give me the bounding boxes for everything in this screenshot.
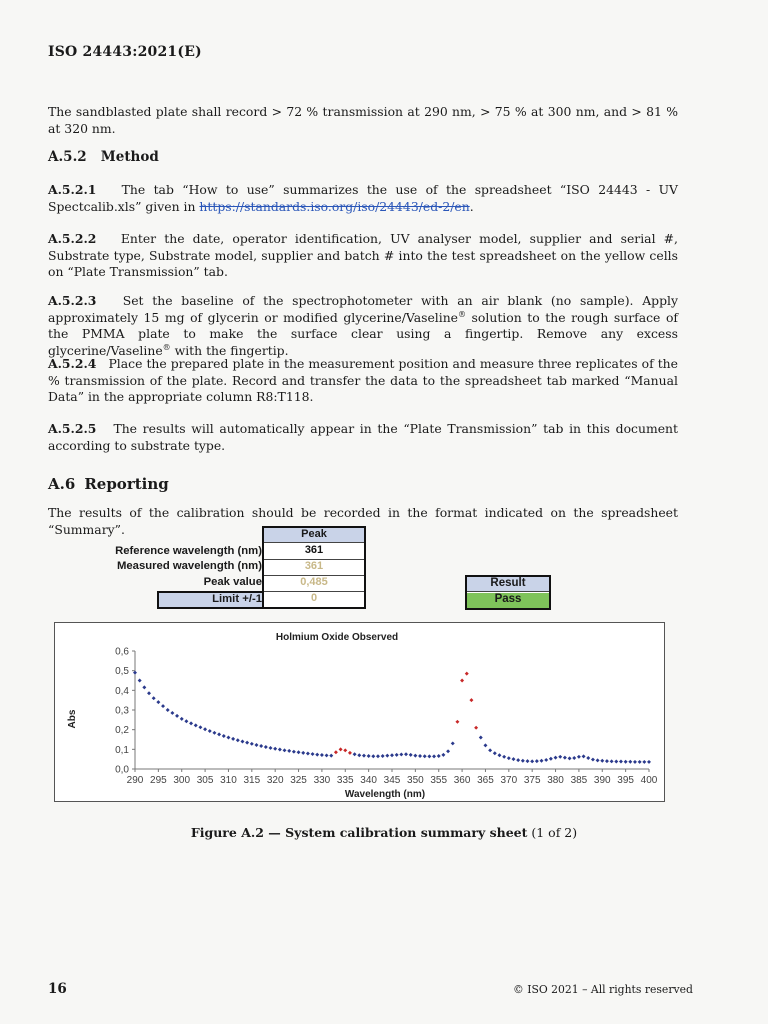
y-tick-label: 0,3	[115, 705, 129, 717]
section-a6-title: Reporting	[84, 475, 169, 493]
x-tick-label: 360	[453, 775, 471, 786]
baseline-point	[628, 760, 632, 764]
baseline-point	[554, 756, 558, 760]
baseline-point	[147, 691, 151, 695]
summary-label-peak-value: Peak value	[203, 576, 262, 588]
paragraph-number: A.5.2.4	[48, 356, 97, 371]
baseline-point	[161, 704, 165, 708]
baseline-point	[175, 714, 179, 718]
y-tick-label: 0,0	[115, 764, 129, 776]
baseline-point	[516, 758, 520, 762]
baseline-point	[502, 755, 506, 759]
x-tick-label: 370	[500, 775, 518, 786]
iso-link[interactable]: https://standards.iso.org/iso/24443/ed-2/en	[199, 198, 470, 214]
peak-value: 0,485	[264, 576, 364, 592]
baseline-point	[311, 752, 315, 756]
baseline-point	[404, 752, 408, 756]
baseline-point	[488, 748, 492, 752]
data-points	[133, 671, 651, 764]
paragraph-text: Enter the date, operator identification, UV analyser model, supplier and serial #, Substrate type, Substrate model, supplier and batch # into the test spreadsheet on the yellow cells on “Plate Transmission” tab.	[48, 231, 678, 279]
baseline-point	[273, 747, 277, 751]
baseline-point	[198, 725, 202, 729]
summary-label-measured: Measured wavelength (nm)	[116, 560, 262, 572]
paragraph-text: The tab “How to use” summarizes the use of the spreadsheet “ISO 24443 - UV Spectcalib.xls” given in	[48, 182, 678, 214]
x-axis-label: Wavelength (nm)	[344, 789, 426, 800]
baseline-point	[619, 760, 623, 764]
baseline-point	[451, 741, 455, 745]
baseline-point	[605, 759, 609, 763]
x-tick-label: 320	[266, 775, 284, 786]
x-tick-label: 365	[477, 775, 494, 786]
baseline-point	[521, 759, 525, 763]
baseline-point	[203, 727, 207, 731]
peaks-point	[348, 751, 352, 755]
baseline-point	[512, 757, 516, 761]
x-tick-label: 315	[243, 775, 261, 786]
baseline-point	[586, 756, 590, 760]
peak-header: Peak	[264, 528, 364, 543]
baseline-point	[250, 742, 254, 746]
section-a6-number: A.6	[48, 475, 76, 493]
x-tick-label: 300	[173, 775, 191, 786]
x-ticks	[127, 769, 658, 786]
baseline-point	[390, 753, 394, 757]
baseline-point	[371, 754, 375, 758]
baseline-point	[362, 754, 366, 758]
y-tick-label: 0,5	[115, 666, 129, 678]
caption-normal: (1 of 2)	[527, 825, 578, 840]
y-tick-label: 0,1	[115, 744, 129, 756]
baseline-point	[558, 755, 562, 759]
baseline-point	[577, 755, 581, 759]
paragraph-a523	[48, 293, 678, 359]
paragraph-a522	[48, 231, 678, 281]
baseline-point	[395, 753, 399, 757]
baseline-point	[231, 737, 235, 741]
paragraph-a521	[48, 182, 678, 215]
baseline-point	[418, 754, 422, 758]
baseline-point	[297, 750, 301, 754]
baseline-point	[283, 748, 287, 752]
baseline-point	[647, 760, 651, 764]
x-tick-label: 400	[640, 775, 658, 786]
baseline-point	[264, 745, 268, 749]
measured-wavelength-value: 361	[264, 560, 364, 576]
figure-caption	[0, 825, 768, 840]
baseline-point	[226, 736, 230, 740]
baseline-point	[413, 754, 417, 758]
baseline-point	[194, 723, 198, 727]
baseline-point	[446, 749, 450, 753]
paragraph-a524	[48, 356, 678, 406]
baseline-point	[596, 758, 600, 762]
baseline-point	[441, 753, 445, 757]
baseline-point	[278, 748, 282, 752]
baseline-point	[642, 760, 646, 764]
baseline-point	[301, 751, 305, 755]
baseline-point	[240, 739, 244, 743]
chart-title: Holmium Oxide Observed	[275, 632, 399, 643]
baseline-point	[526, 759, 530, 763]
baseline-point	[507, 756, 511, 760]
baseline-point	[535, 759, 539, 763]
baseline-point	[357, 753, 361, 757]
baseline-point	[479, 736, 483, 740]
section-a52-heading	[48, 149, 159, 165]
holmium-chart	[54, 622, 665, 802]
baseline-point	[320, 753, 324, 757]
y-tick-label: 0,2	[115, 725, 129, 737]
peaks-point	[334, 750, 338, 754]
section-a6-heading	[48, 475, 169, 493]
peaks-point	[460, 679, 464, 683]
baseline-point	[170, 711, 174, 715]
summary-label-limit: Limit +/-1	[212, 593, 262, 605]
section-a52-number: A.5.2	[48, 149, 87, 165]
baseline-point	[409, 753, 413, 757]
baseline-point	[367, 754, 371, 758]
baseline-point	[572, 756, 576, 760]
x-tick-label: 355	[430, 775, 448, 786]
baseline-point	[563, 756, 567, 760]
paragraph-number: A.5.2.5	[48, 421, 97, 436]
registered-mark: ®	[458, 309, 467, 319]
x-tick-label: 295	[150, 775, 167, 786]
result-status-badge: Pass	[467, 593, 549, 608]
peaks-point	[465, 672, 469, 676]
caption-bold: Figure A.2 — System calibration summary sheet	[190, 825, 528, 840]
baseline-point	[385, 754, 389, 758]
section-a52-title: Method	[100, 149, 159, 165]
baseline-point	[638, 760, 642, 764]
peaks-point	[339, 747, 343, 751]
x-tick-label: 335	[336, 775, 354, 786]
x-tick-label: 380	[547, 775, 564, 786]
x-tick-label: 350	[407, 775, 424, 786]
peaks-point	[455, 720, 459, 724]
baseline-point	[399, 752, 403, 756]
copyright-notice: © ISO 2021 – All rights reserved	[513, 983, 693, 996]
paragraph-text: with the fingertip.	[170, 342, 289, 358]
baseline-point	[269, 746, 273, 750]
paragraph-a525	[48, 421, 678, 454]
baseline-point	[166, 708, 170, 712]
x-tick-label: 345	[383, 775, 401, 786]
baseline-point	[497, 753, 501, 757]
paragraph-text: Place the prepared plate in the measurement position and measure three replicates of the % transmission of the plate. Record and transfer the data to the spreadsheet tab marked “Manual Data” in the appropriate column R8:T118.	[48, 356, 678, 404]
intro-paragraph: The sandblasted plate shall record > 72 % transmission at 290 nm, > 75 % at 300 nm, and > 81 % at 320 nm.	[48, 104, 678, 136]
baseline-point	[142, 685, 146, 689]
x-tick-label: 385	[570, 775, 588, 786]
x-tick-label: 290	[126, 775, 144, 786]
x-tick-label: 305	[196, 775, 214, 786]
paragraph-number: A.5.2.3	[48, 293, 97, 308]
registered-mark: ®	[162, 342, 171, 352]
peaks-point	[343, 748, 347, 752]
paragraph-tail: .	[469, 198, 474, 214]
baseline-point	[483, 743, 487, 747]
baseline-point	[544, 758, 548, 762]
chart-svg	[55, 623, 664, 801]
baseline-point	[600, 759, 604, 763]
baseline-point	[222, 734, 226, 738]
baseline-point	[217, 732, 221, 736]
y-ticks	[115, 647, 135, 776]
x-tick-label: 390	[593, 775, 611, 786]
baseline-point	[540, 759, 544, 763]
baseline-point	[329, 754, 333, 758]
baseline-point	[591, 758, 595, 762]
paragraph-number: A.5.2.2	[48, 231, 97, 246]
baseline-point	[255, 743, 259, 747]
limit-value: 0	[310, 592, 318, 604]
baseline-point	[624, 760, 628, 764]
baseline-point	[184, 719, 188, 723]
baseline-point	[325, 753, 329, 757]
baseline-point	[133, 671, 137, 675]
baseline-point	[423, 754, 427, 758]
y-tick-label: 0,4	[115, 685, 129, 697]
baseline-point	[582, 754, 586, 758]
summary-label-reference: Reference wavelength (nm)	[115, 545, 262, 557]
baseline-point	[432, 754, 436, 758]
x-tick-label: 340	[360, 775, 377, 786]
paragraph-number: A.5.2.1	[48, 182, 97, 197]
baseline-point	[212, 731, 216, 735]
x-tick-label: 310	[220, 775, 237, 786]
y-axis-label: Abs	[67, 709, 78, 729]
baseline-point	[493, 751, 497, 755]
baseline-point	[180, 717, 184, 721]
baseline-point	[156, 700, 160, 704]
baseline-point	[437, 754, 441, 758]
baseline-point	[549, 757, 553, 761]
baseline-point	[189, 721, 193, 725]
paragraph-reporting: The results of the calibration should be recorded in the format indicated on the spreadsheet “Summary”.	[48, 505, 678, 537]
reference-wavelength-value: 361	[264, 544, 364, 560]
baseline-point	[381, 754, 385, 758]
baseline-point	[287, 749, 291, 753]
baseline-point	[633, 760, 637, 764]
x-tick-label: 330	[313, 775, 331, 786]
peaks-point	[474, 726, 478, 730]
baseline-point	[353, 752, 357, 756]
baseline-point	[245, 741, 249, 745]
baseline-point	[236, 738, 240, 742]
baseline-point	[138, 679, 142, 683]
baseline-point	[427, 754, 431, 758]
document-header: ISO 24443:2021(E)	[48, 44, 202, 60]
baseline-point	[568, 756, 572, 760]
y-tick-label: 0,6	[115, 646, 129, 658]
peaks-point	[469, 698, 473, 702]
baseline-point	[259, 744, 263, 748]
baseline-point	[614, 760, 618, 764]
baseline-point	[292, 750, 296, 754]
baseline-point	[315, 753, 319, 757]
x-tick-label: 375	[523, 775, 541, 786]
baseline-point	[530, 759, 534, 763]
paragraph-text: Set the baseline of the spectrophotometer with an air blank (no sample). Apply approximately 15 mg of glycerin or modified glycerine/Vaseline	[48, 293, 678, 325]
baseline-point	[208, 729, 212, 733]
chart-axes	[135, 651, 649, 769]
baseline-point	[152, 696, 156, 700]
x-tick-label: 395	[617, 775, 634, 786]
page-number: 16	[48, 981, 67, 997]
baseline-point	[376, 754, 380, 758]
paragraph-text: The results will automatically appear in the “Plate Transmission” tab in this document according to substrate type.	[48, 421, 678, 453]
paragraph-text: solution to the rough surface of the PMMA plate to make the surface clear using a fingertip. Remove any excess glycerine/Vaseline	[48, 309, 678, 358]
x-tick-label: 325	[290, 775, 307, 786]
baseline-point	[306, 751, 310, 755]
baseline-point	[610, 759, 614, 763]
result-header: Result	[467, 577, 549, 592]
